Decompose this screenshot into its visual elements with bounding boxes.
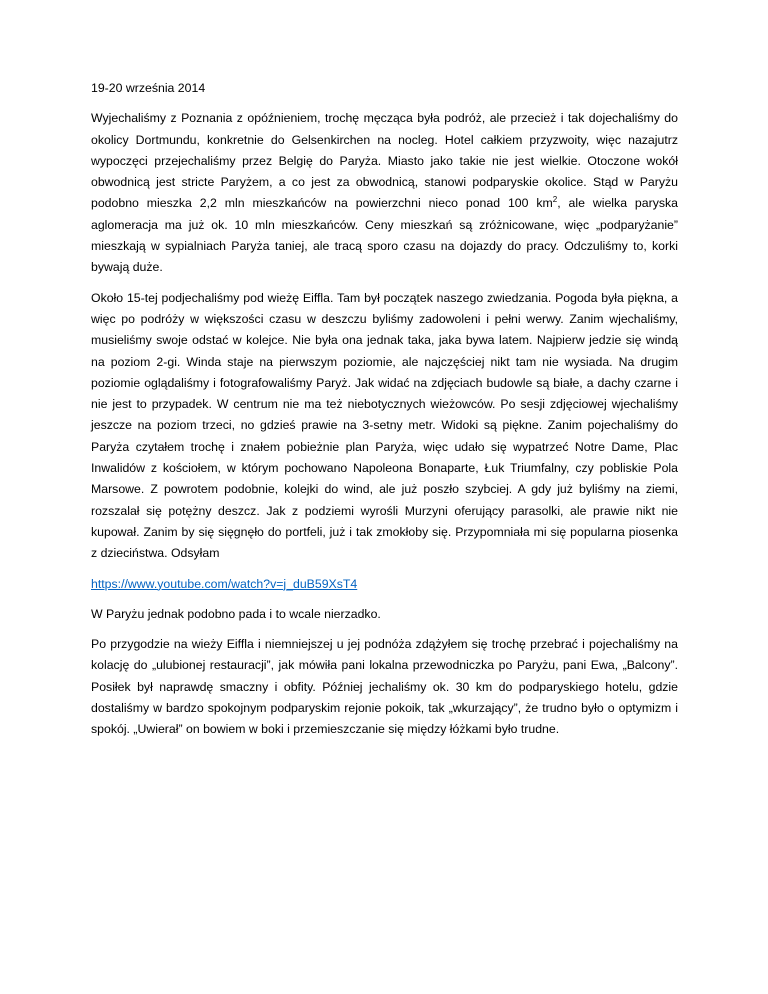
paragraph-1 bbox=[91, 108, 678, 278]
link-paragraph bbox=[91, 574, 678, 595]
paragraph-1-text-b: , ale wielka paryska aglomeracja ma już ok. 10 mln mieszkańców. Ceny mieszkań są zróżnicowane, więc „podparyżanie” mieszkają w sypialniach Paryża taniej, ale tracą sporo czasu na dojazdy do pracy. Odczuliśmy to, korki bywają duże. bbox=[91, 196, 678, 275]
paragraph-3: W Paryżu jednak podobno pada i to wcale nierzadko. bbox=[91, 606, 381, 621]
paragraph-2: Około 15-tej podjechaliśmy pod wieżę Eiffla. Tam był początek naszego zwiedzania. Pogoda była piękna, a więc po podróży w większości czasu w deszczu byliśmy zadowoleni i pełni werwy. Zanim wjechaliśmy, musieliśmy swoje odstać w kolejce. Nie była ona jednak taka, jaka bywa latem. Najpierw jedzie się windą na poziom 2-gi. Winda staje na pierwszym poziomie, ale najczęściej nikt tam nie wysiada. Na drugim poziomie oglądaliśmy i fotografowaliśmy Paryż. Jak widać na zdjęciach budowle są białe, a dachy czarne i nie jest to przypadek. W centrum nie ma też niebotycznych wieżowców. Po sesji zdjęciowej wjechaliśmy jeszcze na poziom trzeci, no gdzieś prawie na 3-setny metr. Widoki są piękne. Zanim pojechaliśmy do Paryża czytałem trochę i znałem pobieżnie plan Paryża, więc udało się wypatrzeć Notre Dame, Plac Inwalidów z kościołem, w którym pochowano Napoleona Bonaparte, Łuk Triumfalny, czy pobliskie Pola Marsowe. Z powrotem podobnie, kolejki do wind, ale już poszło szybciej. A gdy już byliśmy na ziemi, rozszalał się potężny deszcz. Jak z podziemi wyrośli Murzyni oferujący parasolki, ale prawie nikt nie kupował. Zanim by się sięgnęło do portfeli, już i tak zmokłoby się. Przypomniała mi się popularna piosenka z dzieciństwa. Odsyłam bbox=[91, 290, 678, 561]
paragraph-1-text-a: Wyjechaliśmy z Poznania z opóźnieniem, trochę męcząca była podróż, ale przecież i tak dojechaliśmy do okolicy Dortmundu, konkretnie do Gelsenkirchen na nocleg. Hotel całkiem przyzwoity, więc nazajutrz wypoczęci przejechaliśmy przez Belgię do Paryża. Miasto jako takie nie jest wielkie. Otoczone wokół obwodnicą jest stricte Paryżem, a co jest za obwodnicą, stanowi podparyskie okolice. Stąd w Paryżu podobno mieszka 2,2 mln mieszkańców na powierzchni nieco ponad 100 km bbox=[91, 111, 678, 211]
superscript-2: 2 bbox=[552, 195, 558, 205]
youtube-link[interactable]: https://www.youtube.com/watch?v=j_duB59XsT4 bbox=[91, 576, 358, 591]
paragraph-4: Po przygodzie na wieży Eiffla i niemniejszej u jej podnóża zdążyłem się trochę przebrać i pojechaliśmy na kolację do „ulubionej restauracji”, jak mówiła pani lokalna przewodniczka po Paryżu, pani Ewa, „Balcony”. Posiłek był naprawdę smaczny i obfity. Później jechaliśmy ok. 30 km do podparyskiego hotelu, gdzie dostaliśmy w bardzo spokojnym podparyskim rejonie pokoik, tak „wkurzający”, że trudno było o optymizm i spokój. „Uwierał” on bowiem w boki i przemieszczanie się między łóżkami było trudne. bbox=[91, 637, 678, 737]
date-heading: 19-20 września 2014 bbox=[91, 81, 206, 95]
document-body bbox=[91, 78, 678, 750]
